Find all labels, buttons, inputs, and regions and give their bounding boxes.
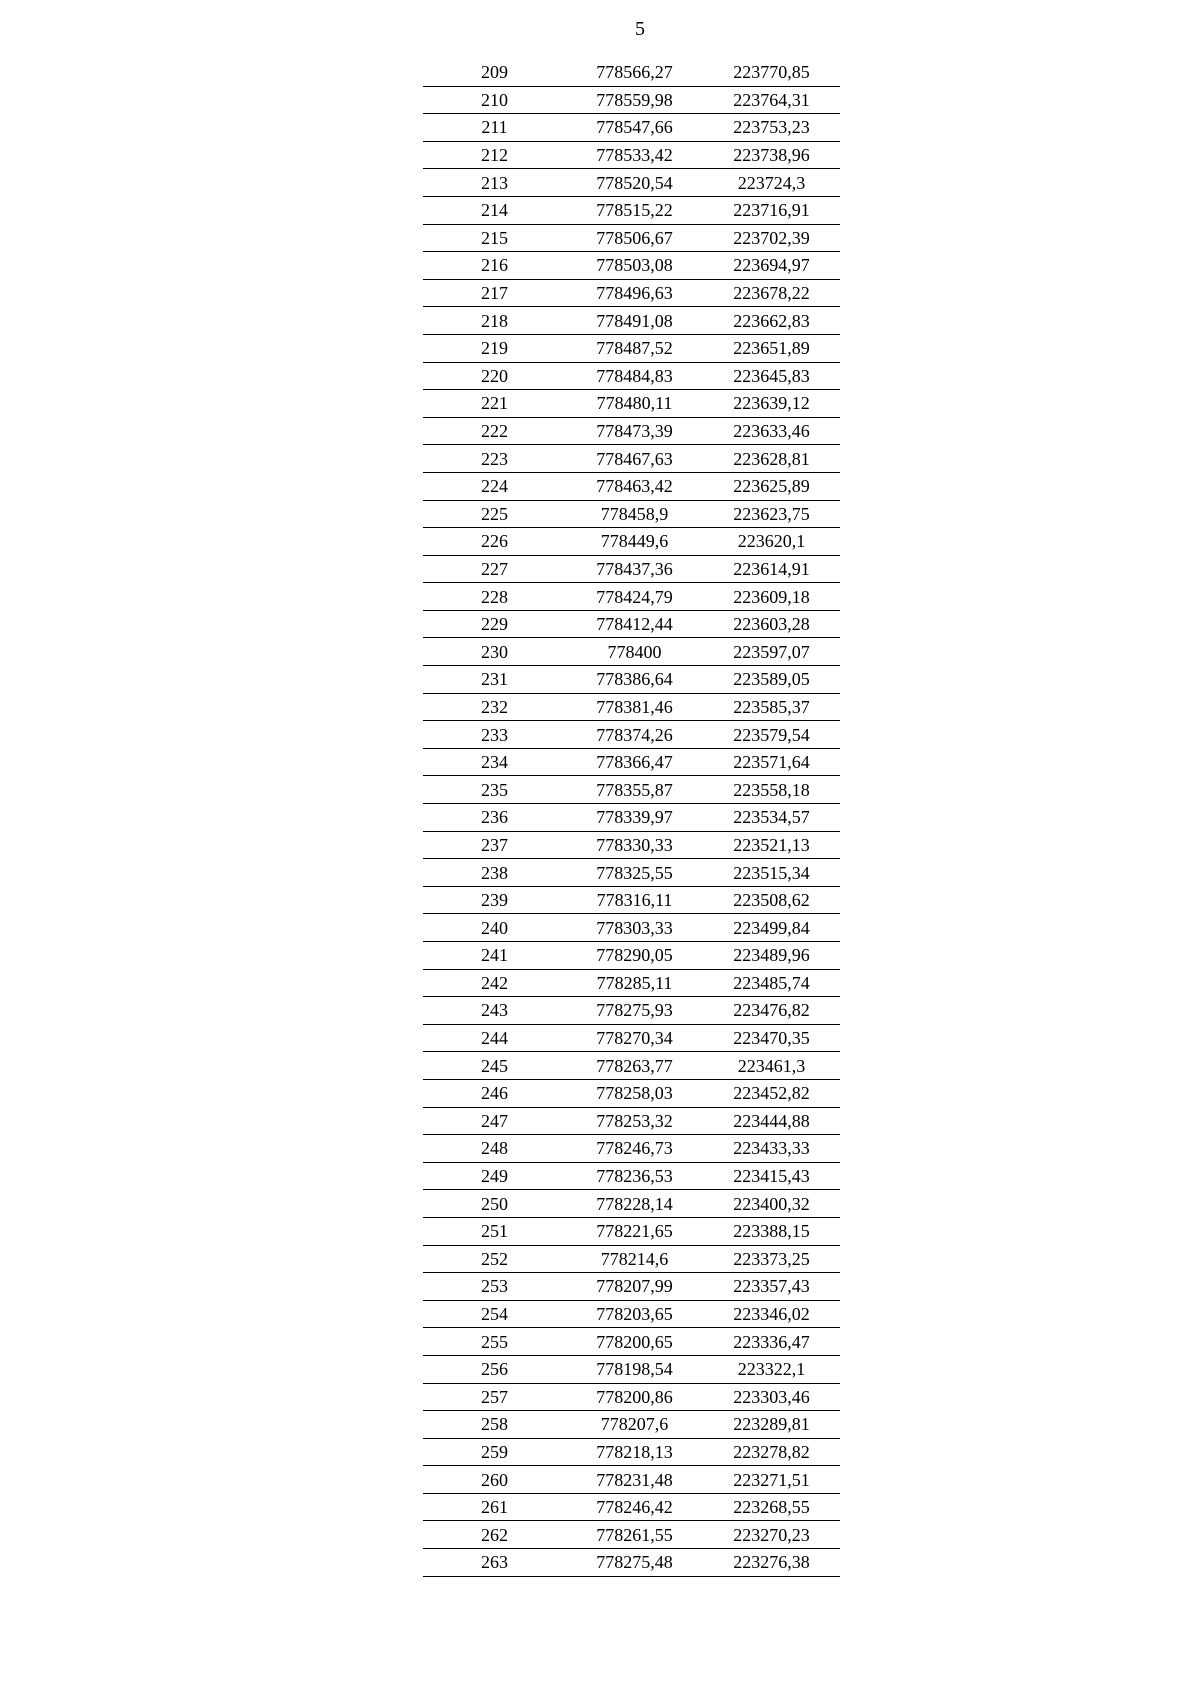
table-row	[423, 748, 840, 776]
y-coordinate-cell: 223678,22	[703, 279, 840, 307]
point-number-cell: 228	[423, 583, 566, 611]
x-coordinate-cell: 778200,65	[566, 1328, 703, 1356]
y-coordinate-cell: 223461,3	[703, 1052, 840, 1080]
x-coordinate-cell: 778285,11	[566, 969, 703, 997]
table-row	[423, 831, 840, 859]
x-coordinate-cell: 778261,55	[566, 1521, 703, 1549]
table-row	[423, 224, 840, 252]
point-number-cell: 217	[423, 279, 566, 307]
y-coordinate-cell: 223623,75	[703, 500, 840, 528]
point-number-cell: 234	[423, 748, 566, 776]
point-number-cell: 239	[423, 886, 566, 914]
x-coordinate-cell: 778400	[566, 638, 703, 666]
x-coordinate-cell: 778503,08	[566, 252, 703, 280]
point-number-cell: 224	[423, 472, 566, 500]
x-coordinate-cell: 778437,36	[566, 555, 703, 583]
point-number-cell: 210	[423, 86, 566, 114]
table-row	[423, 1107, 840, 1135]
table-row	[423, 1466, 840, 1494]
y-coordinate-cell: 223485,74	[703, 969, 840, 997]
x-coordinate-cell: 778228,14	[566, 1190, 703, 1218]
table-row	[423, 500, 840, 528]
table-row	[423, 1024, 840, 1052]
y-coordinate-cell: 223336,47	[703, 1328, 840, 1356]
x-coordinate-cell: 778214,6	[566, 1245, 703, 1273]
x-coordinate-cell: 778355,87	[566, 776, 703, 804]
point-number-cell: 256	[423, 1355, 566, 1383]
y-coordinate-cell: 223268,55	[703, 1493, 840, 1521]
table-row	[423, 555, 840, 583]
x-coordinate-cell: 778366,47	[566, 748, 703, 776]
table-row	[423, 279, 840, 307]
point-number-cell: 213	[423, 169, 566, 197]
point-number-cell: 227	[423, 555, 566, 583]
table-row	[423, 59, 840, 86]
y-coordinate-cell: 223388,15	[703, 1217, 840, 1245]
x-coordinate-cell: 778386,64	[566, 666, 703, 694]
x-coordinate-cell: 778236,53	[566, 1162, 703, 1190]
x-coordinate-cell: 778246,42	[566, 1493, 703, 1521]
y-coordinate-cell: 223770,85	[703, 59, 840, 86]
table-row	[423, 196, 840, 224]
point-number-cell: 255	[423, 1328, 566, 1356]
table-row	[423, 1135, 840, 1163]
y-coordinate-cell: 223628,81	[703, 445, 840, 473]
x-coordinate-cell: 778449,6	[566, 528, 703, 556]
table-row	[423, 1411, 840, 1439]
coordinate-table	[423, 59, 840, 1577]
table-row	[423, 610, 840, 638]
x-coordinate-cell: 778263,77	[566, 1052, 703, 1080]
x-coordinate-cell: 778325,55	[566, 859, 703, 887]
y-coordinate-cell: 223415,43	[703, 1162, 840, 1190]
point-number-cell: 229	[423, 610, 566, 638]
table-row	[423, 1493, 840, 1521]
table-row	[423, 1217, 840, 1245]
point-number-cell: 230	[423, 638, 566, 666]
y-coordinate-cell: 223603,28	[703, 610, 840, 638]
y-coordinate-cell: 223620,1	[703, 528, 840, 556]
x-coordinate-cell: 778381,46	[566, 693, 703, 721]
table-row	[423, 666, 840, 694]
point-number-cell: 215	[423, 224, 566, 252]
x-coordinate-cell: 778424,79	[566, 583, 703, 611]
x-coordinate-cell: 778275,48	[566, 1549, 703, 1577]
point-number-cell: 246	[423, 1079, 566, 1107]
table-row	[423, 583, 840, 611]
table-row	[423, 1438, 840, 1466]
point-number-cell: 218	[423, 307, 566, 335]
y-coordinate-cell: 223346,02	[703, 1300, 840, 1328]
point-number-cell: 212	[423, 141, 566, 169]
table-row	[423, 528, 840, 556]
table-row	[423, 114, 840, 142]
x-coordinate-cell: 778303,33	[566, 914, 703, 942]
x-coordinate-cell: 778339,97	[566, 804, 703, 832]
point-number-cell: 253	[423, 1273, 566, 1301]
point-number-cell: 236	[423, 804, 566, 832]
x-coordinate-cell: 778374,26	[566, 721, 703, 749]
y-coordinate-cell: 223571,64	[703, 748, 840, 776]
point-number-cell: 240	[423, 914, 566, 942]
y-coordinate-cell: 223271,51	[703, 1466, 840, 1494]
point-number-cell: 259	[423, 1438, 566, 1466]
y-coordinate-cell: 223322,1	[703, 1355, 840, 1383]
y-coordinate-cell: 223400,32	[703, 1190, 840, 1218]
point-number-cell: 237	[423, 831, 566, 859]
y-coordinate-cell: 223694,97	[703, 252, 840, 280]
point-number-cell: 232	[423, 693, 566, 721]
y-coordinate-cell: 223645,83	[703, 362, 840, 390]
x-coordinate-cell: 778412,44	[566, 610, 703, 638]
point-number-cell: 258	[423, 1411, 566, 1439]
x-coordinate-cell: 778533,42	[566, 141, 703, 169]
point-number-cell: 248	[423, 1135, 566, 1163]
point-number-cell: 260	[423, 1466, 566, 1494]
point-number-cell: 235	[423, 776, 566, 804]
table-row	[423, 1052, 840, 1080]
y-coordinate-cell: 223515,34	[703, 859, 840, 887]
y-coordinate-cell: 223625,89	[703, 472, 840, 500]
point-number-cell: 211	[423, 114, 566, 142]
x-coordinate-cell: 778473,39	[566, 417, 703, 445]
table-row	[423, 169, 840, 197]
x-coordinate-cell: 778290,05	[566, 942, 703, 970]
point-number-cell: 225	[423, 500, 566, 528]
table-row	[423, 1549, 840, 1577]
x-coordinate-cell: 778316,11	[566, 886, 703, 914]
x-coordinate-cell: 778258,03	[566, 1079, 703, 1107]
point-number-cell: 254	[423, 1300, 566, 1328]
table-row	[423, 1383, 840, 1411]
y-coordinate-cell: 223470,35	[703, 1024, 840, 1052]
y-coordinate-cell: 223534,57	[703, 804, 840, 832]
x-coordinate-cell: 778506,67	[566, 224, 703, 252]
y-coordinate-cell: 223558,18	[703, 776, 840, 804]
page-number: 5	[635, 18, 645, 40]
y-coordinate-cell: 223508,62	[703, 886, 840, 914]
point-number-cell: 263	[423, 1549, 566, 1577]
point-number-cell: 257	[423, 1383, 566, 1411]
table-row	[423, 1190, 840, 1218]
x-coordinate-cell: 778246,73	[566, 1135, 703, 1163]
y-coordinate-cell: 223585,37	[703, 693, 840, 721]
y-coordinate-cell: 223357,43	[703, 1273, 840, 1301]
y-coordinate-cell: 223278,82	[703, 1438, 840, 1466]
table-row	[423, 252, 840, 280]
y-coordinate-cell: 223270,23	[703, 1521, 840, 1549]
x-coordinate-cell: 778200,86	[566, 1383, 703, 1411]
table-row	[423, 1162, 840, 1190]
y-coordinate-cell: 223433,33	[703, 1135, 840, 1163]
table-row	[423, 445, 840, 473]
y-coordinate-cell: 223651,89	[703, 334, 840, 362]
y-coordinate-cell: 223753,23	[703, 114, 840, 142]
x-coordinate-cell: 778270,34	[566, 1024, 703, 1052]
y-coordinate-cell: 223716,91	[703, 196, 840, 224]
x-coordinate-cell: 778203,65	[566, 1300, 703, 1328]
y-coordinate-cell: 223662,83	[703, 307, 840, 335]
point-number-cell: 238	[423, 859, 566, 887]
x-coordinate-cell: 778520,54	[566, 169, 703, 197]
y-coordinate-cell: 223489,96	[703, 942, 840, 970]
y-coordinate-cell: 223373,25	[703, 1245, 840, 1273]
table-row	[423, 472, 840, 500]
table-row	[423, 693, 840, 721]
y-coordinate-cell: 223724,3	[703, 169, 840, 197]
x-coordinate-cell: 778467,63	[566, 445, 703, 473]
x-coordinate-cell: 778218,13	[566, 1438, 703, 1466]
point-number-cell: 262	[423, 1521, 566, 1549]
table-row	[423, 307, 840, 335]
x-coordinate-cell: 778491,08	[566, 307, 703, 335]
point-number-cell: 252	[423, 1245, 566, 1273]
table-row	[423, 914, 840, 942]
point-number-cell: 221	[423, 390, 566, 418]
point-number-cell: 219	[423, 334, 566, 362]
point-number-cell: 216	[423, 252, 566, 280]
point-number-cell: 245	[423, 1052, 566, 1080]
x-coordinate-cell: 778547,66	[566, 114, 703, 142]
y-coordinate-cell: 223614,91	[703, 555, 840, 583]
x-coordinate-cell: 778559,98	[566, 86, 703, 114]
x-coordinate-cell: 778330,33	[566, 831, 703, 859]
x-coordinate-cell: 778207,99	[566, 1273, 703, 1301]
y-coordinate-cell: 223702,39	[703, 224, 840, 252]
y-coordinate-cell: 223579,54	[703, 721, 840, 749]
table-row	[423, 721, 840, 749]
table-row	[423, 1521, 840, 1549]
x-coordinate-cell: 778275,93	[566, 997, 703, 1025]
table-row	[423, 1273, 840, 1301]
point-number-cell: 251	[423, 1217, 566, 1245]
table-row	[423, 1300, 840, 1328]
x-coordinate-cell: 778484,83	[566, 362, 703, 390]
x-coordinate-cell: 778207,6	[566, 1411, 703, 1439]
table-row	[423, 86, 840, 114]
y-coordinate-cell: 223639,12	[703, 390, 840, 418]
y-coordinate-cell: 223452,82	[703, 1079, 840, 1107]
y-coordinate-cell: 223738,96	[703, 141, 840, 169]
point-number-cell: 222	[423, 417, 566, 445]
point-number-cell: 247	[423, 1107, 566, 1135]
x-coordinate-cell: 778496,63	[566, 279, 703, 307]
table-row	[423, 1355, 840, 1383]
x-coordinate-cell: 778231,48	[566, 1466, 703, 1494]
table-row	[423, 776, 840, 804]
table-row	[423, 1079, 840, 1107]
table-row	[423, 141, 840, 169]
point-number-cell: 214	[423, 196, 566, 224]
point-number-cell: 249	[423, 1162, 566, 1190]
point-number-cell: 220	[423, 362, 566, 390]
table-row	[423, 942, 840, 970]
x-coordinate-cell: 778487,52	[566, 334, 703, 362]
y-coordinate-cell: 223597,07	[703, 638, 840, 666]
point-number-cell: 226	[423, 528, 566, 556]
x-coordinate-cell: 778566,27	[566, 59, 703, 86]
y-coordinate-cell: 223633,46	[703, 417, 840, 445]
point-number-cell: 242	[423, 969, 566, 997]
point-number-cell: 243	[423, 997, 566, 1025]
y-coordinate-cell: 223764,31	[703, 86, 840, 114]
y-coordinate-cell: 223499,84	[703, 914, 840, 942]
x-coordinate-cell: 778458,9	[566, 500, 703, 528]
point-number-cell: 241	[423, 942, 566, 970]
table-row	[423, 638, 840, 666]
table-row	[423, 390, 840, 418]
point-number-cell: 209	[423, 59, 566, 86]
point-number-cell: 261	[423, 1493, 566, 1521]
coordinate-table-body	[423, 59, 840, 1576]
table-row	[423, 1245, 840, 1273]
y-coordinate-cell: 223289,81	[703, 1411, 840, 1439]
y-coordinate-cell: 223609,18	[703, 583, 840, 611]
table-row	[423, 417, 840, 445]
table-row	[423, 997, 840, 1025]
table-row	[423, 1328, 840, 1356]
table-row	[423, 334, 840, 362]
x-coordinate-cell: 778253,32	[566, 1107, 703, 1135]
table-row	[423, 859, 840, 887]
table-row	[423, 886, 840, 914]
y-coordinate-cell: 223444,88	[703, 1107, 840, 1135]
point-number-cell: 244	[423, 1024, 566, 1052]
point-number-cell: 250	[423, 1190, 566, 1218]
y-coordinate-cell: 223303,46	[703, 1383, 840, 1411]
x-coordinate-cell: 778198,54	[566, 1355, 703, 1383]
y-coordinate-cell: 223589,05	[703, 666, 840, 694]
point-number-cell: 223	[423, 445, 566, 473]
x-coordinate-cell: 778463,42	[566, 472, 703, 500]
table-row	[423, 362, 840, 390]
x-coordinate-cell: 778480,11	[566, 390, 703, 418]
table-row	[423, 804, 840, 832]
y-coordinate-cell: 223476,82	[703, 997, 840, 1025]
x-coordinate-cell: 778221,65	[566, 1217, 703, 1245]
point-number-cell: 231	[423, 666, 566, 694]
x-coordinate-cell: 778515,22	[566, 196, 703, 224]
table-row	[423, 969, 840, 997]
y-coordinate-cell: 223521,13	[703, 831, 840, 859]
point-number-cell: 233	[423, 721, 566, 749]
y-coordinate-cell: 223276,38	[703, 1549, 840, 1577]
